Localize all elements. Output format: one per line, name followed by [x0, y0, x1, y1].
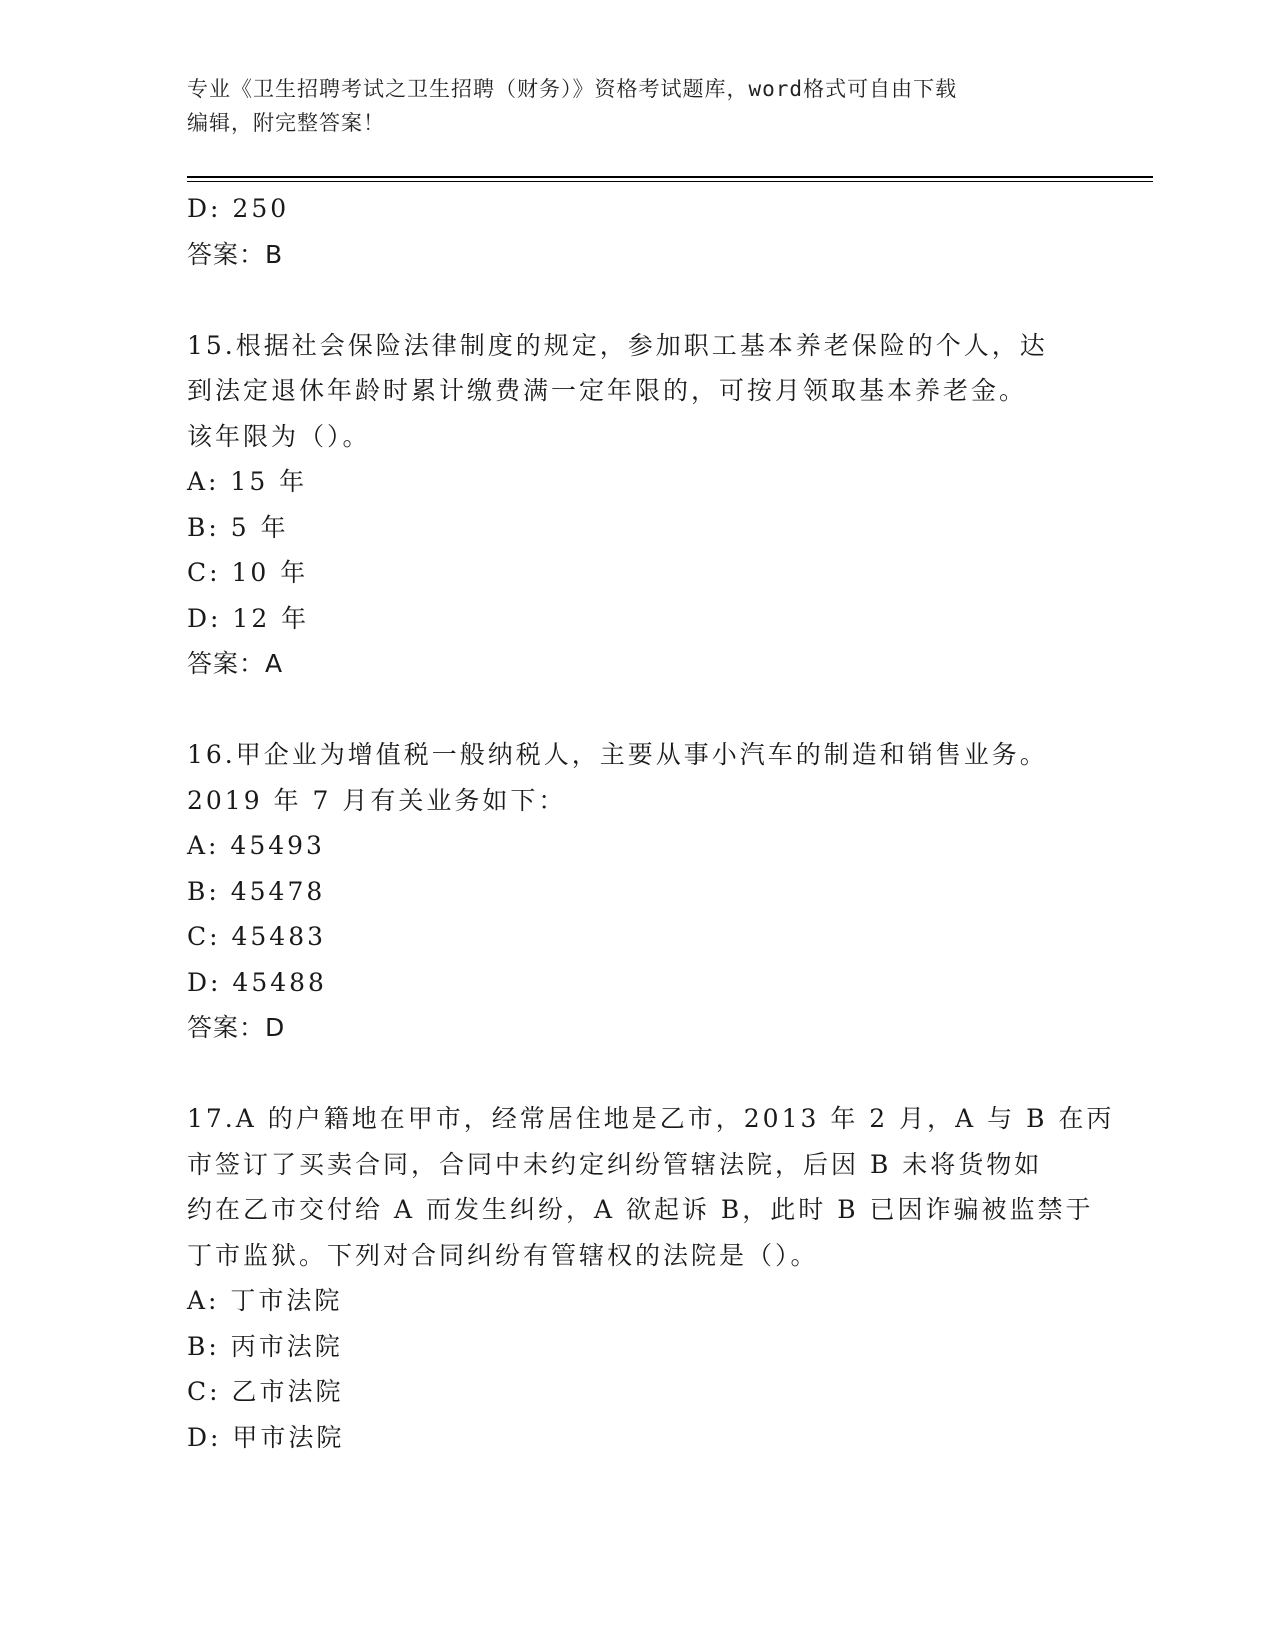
option-d: D: 12 年 — [187, 603, 310, 633]
question-stem: 16.甲企业为增值税一般纳税人，主要从事小汽车的制造和销售业务。 — [187, 740, 1048, 769]
option-b: B: 丙市法院 — [187, 1331, 343, 1361]
option-a: A: 15 年 — [187, 467, 308, 496]
question-stem: 约在乙市交付给 A 而发生纠纷，A 欲起诉 B，此时 B 已因诈骗被监禁于 — [187, 1195, 1094, 1224]
option-c: C: 45483 — [187, 922, 327, 951]
question-14-tail — [187, 186, 1087, 277]
answer: 答案：A — [187, 649, 284, 678]
spacer — [187, 1051, 1087, 1097]
question-stem: 丁市监狱。下列对合同纠纷有管辖权的法院是（）。 — [187, 1240, 819, 1270]
answer: 答案：B — [187, 239, 284, 269]
question-stem: 17.A 的户籍地在甲市，经常居住地是乙市，2013 年 2 月，A 与 B 在丙 — [187, 1104, 1115, 1133]
header-line-2: 编辑，附完整答案！ — [187, 111, 385, 135]
option-d: D: 45488 — [187, 967, 327, 997]
option-a: A: 丁市法院 — [187, 1286, 343, 1315]
header-divider-thin — [187, 181, 1153, 182]
header-divider — [187, 176, 1153, 178]
question-stem: 15.根据社会保险法律制度的规定，参加职工基本养老保险的个人，达 — [187, 330, 1048, 360]
option-a: A: 45493 — [187, 831, 325, 860]
question-list — [187, 186, 1115, 1460]
spacer — [187, 277, 1087, 323]
option-c: C: 10 年 — [187, 558, 309, 587]
header-line-1: 专业《卫生招聘考试之卫生招聘（财务）》资格考试题库，word格式可自由下载 — [187, 77, 958, 101]
spacer — [187, 687, 1087, 733]
question-17 — [187, 1096, 1115, 1460]
question-stem: 市签订了买卖合同，合同中未约定纠纷管辖法院，后因 B 未将货物如 — [187, 1149, 1043, 1179]
question-stem: 2019 年 7 月有关业务如下： — [187, 785, 567, 815]
option-b: B: 5 年 — [187, 512, 289, 542]
question-15 — [187, 323, 1087, 687]
option-d: D: 250 — [187, 194, 290, 223]
question-stem: 到法定退休年龄时累计缴费满一定年限的，可按月领取基本养老金。 — [187, 376, 1028, 405]
option-c: C: 乙市法院 — [187, 1377, 344, 1406]
question-16 — [187, 732, 1087, 1051]
option-d: D: 甲市法院 — [187, 1422, 345, 1452]
question-stem: 该年限为（）。 — [187, 421, 371, 451]
answer: 答案：D — [187, 1013, 286, 1042]
option-b: B: 45478 — [187, 876, 326, 906]
page-header — [187, 72, 1067, 140]
